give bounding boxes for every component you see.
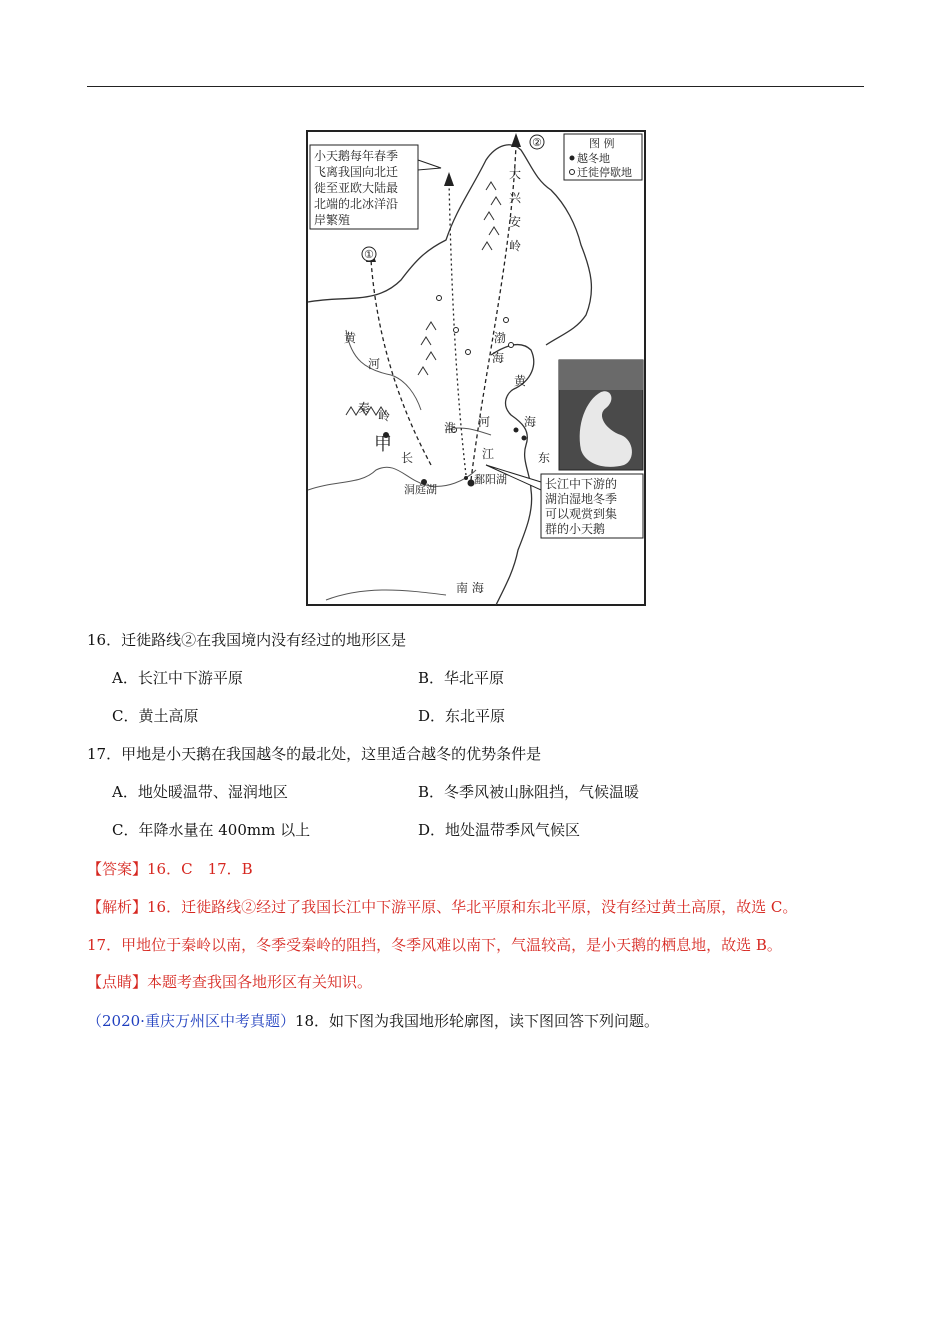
legend-item-stopover: 迁徙停歇地 [577, 166, 632, 179]
callout-bottom-line-4: 群的小天鹅 [545, 522, 606, 536]
label-huai: 淮 [444, 421, 457, 435]
label-ling: 岭 [378, 409, 391, 423]
tip-tag: 【点睛】 [87, 973, 148, 991]
question-16-option-a[interactable]: A．长江中下游平原 [112, 669, 243, 687]
label-dong: 东 [538, 451, 551, 465]
question-17-stem: 17．甲地是小天鹅在我国越冬的最北处，这里适合越冬的优势条件是 [87, 745, 542, 763]
tip-line [87, 972, 372, 992]
label-huai-river: 河 [478, 415, 491, 429]
label-bo: 渤 [494, 331, 507, 345]
legend-title: 图 例 [589, 137, 615, 150]
label-huang-sea: 黄 [514, 374, 527, 388]
label-xing: 兴 [509, 191, 522, 205]
label-huang: 黄 [344, 331, 357, 345]
analysis-line-1 [87, 897, 797, 917]
question-18-source: （2020·重庆万州区中考真题） [87, 1012, 295, 1030]
callout-bottom-line-2: 湖泊湿地冬季 [545, 492, 618, 506]
label-nanhai: 南 海 [456, 581, 484, 595]
question-18-text: 18．如下图为我国地形轮廓图，读下图回答下列问题。 [294, 1012, 660, 1030]
analysis-text-1: 16．迁徙路线②经过了我国长江中下游平原、华北平原和东北平原，没有经过黄土高原，故选 C。 [147, 898, 798, 916]
callout-top-line-4: 北端的北冰洋沿 [314, 197, 399, 211]
label-he: 河 [368, 357, 381, 371]
label-huang-hai: 海 [524, 415, 537, 429]
header-rule [87, 86, 864, 87]
route-2-label: ② [532, 136, 542, 149]
analysis-line-2: 17．甲地位于秦岭以南，冬季受秦岭的阻挡，冬季风难以南下，气温较高，是小天鹅的栖息地，故选 B。 [87, 936, 782, 954]
label-an: 安 [509, 215, 522, 229]
swan-migration-map [306, 130, 646, 606]
question-16-option-b[interactable]: B．华北平原 [418, 669, 505, 687]
label-qin: 秦 [358, 401, 371, 415]
question-18 [87, 1011, 659, 1031]
callout-top-line-5: 岸繁殖 [314, 213, 351, 227]
label-jia: 甲 [374, 434, 392, 455]
question-17-option-d[interactable]: D．地处温带季风气候区 [418, 821, 581, 839]
analysis-tag: 【解析】 [87, 898, 148, 916]
route-1-label: ① [364, 248, 374, 261]
callout-top-line-3: 徙至亚欧大陆最 [314, 181, 399, 195]
question-17-option-a[interactable]: A．地处暖温带、湿润地区 [112, 783, 288, 801]
label-bo-hai: 海 [492, 351, 505, 365]
tip-text: 本题考查我国各地形区有关知识。 [147, 973, 373, 991]
label-poyang: 鄱阳湖 [474, 473, 507, 486]
label-chang: 长 [401, 451, 414, 465]
question-16-stem: 16．迁徙路线②在我国境内没有经过的地形区是 [87, 631, 407, 649]
label-da: 大 [509, 167, 522, 181]
callout-bottom-line-3: 可以观赏到集 [545, 507, 618, 521]
question-17-option-c[interactable]: C．年降水量在 400mm 以上 [112, 821, 311, 839]
answer-tag: 【答案】 [87, 860, 148, 878]
answer-text: 16．C 17．B [147, 860, 253, 878]
question-16-option-c[interactable]: C．黄土高原 [112, 707, 199, 725]
legend-item-wintering: 越冬地 [577, 152, 610, 165]
question-16-option-d[interactable]: D．东北平原 [418, 707, 506, 725]
question-17-option-b[interactable]: B．冬季风被山脉阻挡，气候温暖 [418, 783, 640, 801]
label-jiang: 江 [482, 447, 495, 461]
label-ling-r: 岭 [509, 239, 522, 253]
label-dongting: 洞庭湖 [404, 483, 437, 496]
answer-line [87, 859, 253, 879]
callout-bottom-line-1: 长江中下游的 [545, 477, 618, 491]
callout-top-line-2: 飞离我国向北迁 [314, 165, 399, 179]
callout-top-line-1: 小天鹅每年春季 [314, 149, 399, 163]
